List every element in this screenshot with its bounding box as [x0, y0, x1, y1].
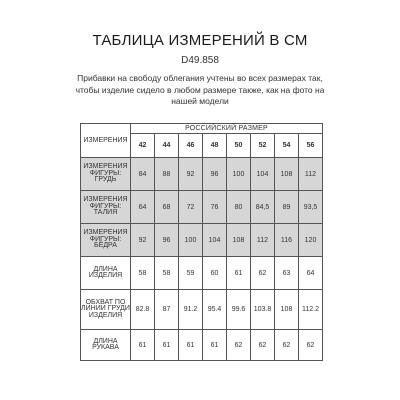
table-cell: 87 — [155, 290, 179, 330]
table-cell: 59 — [179, 257, 203, 290]
table-cell: 84,5 — [251, 191, 275, 224]
size-header: 50 — [227, 134, 251, 158]
size-header: 54 — [275, 134, 299, 158]
table-cell: 104 — [203, 224, 227, 257]
table-cell: 103.8 — [251, 290, 275, 330]
table-cell: 61 — [203, 330, 227, 361]
row-label: ИЗМЕРЕНИЯ ФИГУРЫ: ГРУДЬ — [81, 158, 131, 191]
table-cell: 91.2 — [179, 290, 203, 330]
row-label: ОБХВАТ ПО ЛИНИИ ГРУДИ ИЗДЕЛИЯ — [81, 290, 131, 330]
table-cell: 58 — [131, 257, 155, 290]
table-cell: 112 — [299, 158, 323, 191]
table-cell: 104 — [251, 158, 275, 191]
table-cell: 108 — [275, 290, 299, 330]
table-row — [81, 257, 323, 290]
size-header: 42 — [131, 134, 155, 158]
page-title: ТАБЛИЦА ИЗМЕРЕНИЙ В СМ — [92, 32, 308, 49]
fit-note: Прибавки на свободу облегания учтены во всех размерах так, чтобы изделие сидело в любом размере также, как на фото на нашей модели — [75, 73, 325, 106]
size-header: 48 — [203, 134, 227, 158]
table-cell: 63 — [275, 257, 299, 290]
table-cell: 96 — [155, 224, 179, 257]
table-cell: 64 — [299, 257, 323, 290]
row-label: ДЛИНА РУКАВА — [81, 330, 131, 361]
table-cell: 112.2 — [299, 290, 323, 330]
table-cell: 62 — [275, 330, 299, 361]
row-label: ИЗМЕРЕНИЯ ФИГУРЫ: ТАЛИЯ — [81, 191, 131, 224]
table-cell: 100 — [179, 224, 203, 257]
size-table — [80, 123, 323, 361]
size-header: 56 — [299, 134, 323, 158]
table-cell: 82.8 — [131, 290, 155, 330]
table-row — [81, 330, 323, 361]
table-cell: 61 — [131, 330, 155, 361]
size-header: 46 — [179, 134, 203, 158]
table-row — [81, 191, 323, 224]
table-cell: 76 — [203, 191, 227, 224]
table-cell: 88 — [155, 158, 179, 191]
table-cell: 112 — [251, 224, 275, 257]
table-cell: 64 — [131, 191, 155, 224]
table-cell: 68 — [155, 191, 179, 224]
table-cell: 95.4 — [203, 290, 227, 330]
table-row — [81, 290, 323, 330]
row-label: ДЛИНА ИЗДЕЛИЯ — [81, 257, 131, 290]
table-cell: 89 — [275, 191, 299, 224]
table-cell: 62 — [227, 330, 251, 361]
table-cell: 116 — [275, 224, 299, 257]
table-cell: 108 — [275, 158, 299, 191]
product-code: D49.858 — [181, 55, 219, 66]
table-cell: 61 — [155, 330, 179, 361]
table-cell: 100 — [227, 158, 251, 191]
table-cell: 120 — [299, 224, 323, 257]
table-cell: 62 — [299, 330, 323, 361]
table-cell: 96 — [203, 158, 227, 191]
table-cell: 61 — [227, 257, 251, 290]
table-cell: 61 — [179, 330, 203, 361]
size-header: 44 — [155, 134, 179, 158]
table-row — [81, 158, 323, 191]
table-row — [81, 224, 323, 257]
table-cell: 92 — [131, 224, 155, 257]
table-cell: 108 — [227, 224, 251, 257]
table-cell: 62 — [251, 330, 275, 361]
table-cell: 99.6 — [227, 290, 251, 330]
table-cell: 93,5 — [299, 191, 323, 224]
table-cell: 58 — [155, 257, 179, 290]
row-label: ИЗМЕРЕНИЯ ФИГУРЫ: БЁДРА — [81, 224, 131, 257]
table-cell: 60 — [203, 257, 227, 290]
table-cell: 92 — [179, 158, 203, 191]
table-cell: 72 — [179, 191, 203, 224]
table-cell: 84 — [131, 158, 155, 191]
size-group-label: РОССИЙСКИЙ РАЗМЕР — [131, 124, 323, 134]
table-cell: 62 — [251, 257, 275, 290]
table-cell: 80 — [227, 191, 251, 224]
size-header: 52 — [251, 134, 275, 158]
corner-label: ИЗМЕРЕНИЯ — [81, 124, 131, 158]
